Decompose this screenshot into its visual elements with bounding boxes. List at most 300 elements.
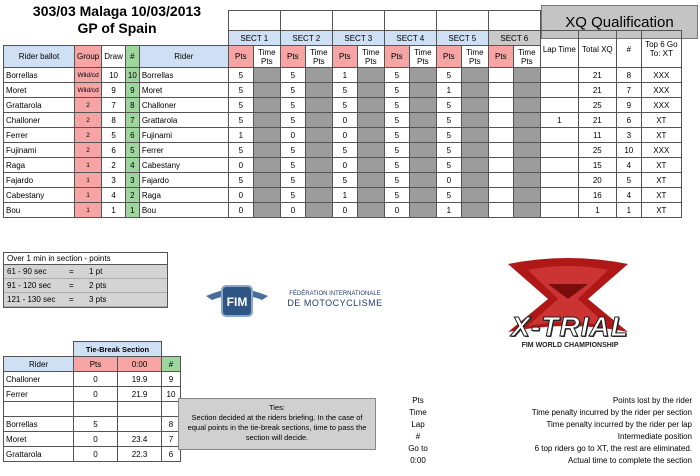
section-pts-cell: 5 xyxy=(280,173,305,188)
section-pts-cell: 5 xyxy=(384,113,409,128)
section-time-cell xyxy=(513,158,540,173)
total-xq-cell: 16 xyxy=(578,188,616,203)
section-time-cell xyxy=(409,203,436,218)
section-pts-cell: 0 xyxy=(228,203,253,218)
tiebreak-time-cell xyxy=(118,417,162,432)
section-time-cell xyxy=(513,98,540,113)
group-cell: 2 xyxy=(75,143,102,158)
time-pts-header: Time Pts xyxy=(409,46,436,68)
tiebreak-row xyxy=(4,402,181,417)
draw-cell: 9 xyxy=(102,83,126,98)
section-pts-cell: 5 xyxy=(384,188,409,203)
position-cell: 6 xyxy=(616,113,641,128)
rider-row xyxy=(4,188,682,203)
rider-cell: Fajardo xyxy=(139,173,228,188)
section-time-cell xyxy=(253,128,280,143)
section-time-cell xyxy=(513,83,540,98)
section-time-cell xyxy=(357,68,384,83)
group-cell: 2 xyxy=(75,98,102,113)
section-pts-cell: 5 xyxy=(384,68,409,83)
group-cell: 2 xyxy=(75,113,102,128)
section-time-cell xyxy=(357,83,384,98)
section-pts-cell: 5 xyxy=(280,113,305,128)
rider-ballot-cell: Cabestany xyxy=(4,188,75,203)
draw-header: Draw xyxy=(102,46,126,68)
section-pts-cell: 5 xyxy=(436,188,461,203)
legend-row xyxy=(392,443,694,455)
legend-key: Lap xyxy=(411,420,425,429)
section-pts-cell: 5 xyxy=(384,173,409,188)
penalty-equals: = xyxy=(69,267,74,276)
legend-desc: Time penalty incurred by the rider per lap xyxy=(546,420,692,429)
section-pts-cell xyxy=(488,173,513,188)
section-pts-cell: 5 xyxy=(228,68,253,83)
draw-cell: 7 xyxy=(102,98,126,113)
section-pts-cell: 5 xyxy=(436,113,461,128)
pts-header: Pts xyxy=(332,46,357,68)
section-pts-cell xyxy=(488,128,513,143)
penalty-points: 2 pts xyxy=(89,281,107,290)
total-xq-cell: 1 xyxy=(578,203,616,218)
rider-cell: Borrellas xyxy=(139,68,228,83)
go-to-cell: XXX xyxy=(641,98,681,113)
section-time-cell xyxy=(409,83,436,98)
section-pts-cell: 0 xyxy=(332,128,357,143)
section-time-cell xyxy=(253,68,280,83)
total-xq-header: Total XQ xyxy=(578,31,616,68)
section-pts-cell: 0 xyxy=(332,113,357,128)
section-time-cell xyxy=(409,188,436,203)
rider-ballot-cell: Raga xyxy=(4,158,75,173)
section-pts-cell xyxy=(488,68,513,83)
section-time-cell xyxy=(409,68,436,83)
penalty-range: 61 - 90 sec xyxy=(7,267,47,276)
section-time-cell xyxy=(513,188,540,203)
tiebreak-time-cell: 21.9 xyxy=(118,387,162,402)
section-time-cell xyxy=(357,188,384,203)
section-time-cell xyxy=(253,98,280,113)
group-cell: 1 xyxy=(75,203,102,218)
rider-row xyxy=(4,143,682,158)
tiebreak-title: Tie-Break Section xyxy=(74,342,162,357)
section-time-cell xyxy=(305,83,332,98)
section-pts-cell: 1 xyxy=(228,128,253,143)
time-pts-header: Time Pts xyxy=(357,46,384,68)
fim-logo-icon xyxy=(204,278,270,322)
rider-ballot-cell: Moret xyxy=(4,83,75,98)
rider-ballot-cell: Challoner xyxy=(4,113,75,128)
draw-cell: 2 xyxy=(102,158,126,173)
event-line-1: 303/03 Malaga 10/03/2013 xyxy=(32,3,202,19)
lap-time-cell: 1 xyxy=(540,113,578,128)
number-cell: 2 xyxy=(125,188,139,203)
number-header: # xyxy=(125,46,139,68)
section-time-cell xyxy=(357,143,384,158)
time-pts-header: Time Pts xyxy=(461,46,488,68)
pts-header: Pts xyxy=(384,46,409,68)
tiebreak-row xyxy=(4,417,181,432)
time-pts-header: Time Pts xyxy=(513,46,540,68)
position-cell: 1 xyxy=(616,203,641,218)
section-pts-cell: 5 xyxy=(280,83,305,98)
top6-header: Top 6 Go To: XT xyxy=(641,31,681,68)
section-time-cell xyxy=(305,113,332,128)
penalty-equals: = xyxy=(69,295,74,304)
go-to-cell: XT xyxy=(641,203,681,218)
position-header: # xyxy=(616,31,641,68)
section-pts-cell: 5 xyxy=(384,158,409,173)
section-time-cell xyxy=(513,203,540,218)
total-xq-cell: 25 xyxy=(578,143,616,158)
section-4-header: SECT 4 xyxy=(384,31,436,46)
position-cell: 4 xyxy=(616,188,641,203)
number-cell: 4 xyxy=(125,158,139,173)
section-time-cell xyxy=(409,158,436,173)
xtrial-title: X-TRIAL xyxy=(511,311,629,342)
rider-row xyxy=(4,128,682,143)
section-time-cell xyxy=(357,203,384,218)
section-pts-cell: 5 xyxy=(280,143,305,158)
tiebreak-num-cell: 9 xyxy=(162,372,181,387)
lap-time-cell xyxy=(540,83,578,98)
section-pts-cell: 5 xyxy=(384,83,409,98)
section-pts-cell: 5 xyxy=(228,98,253,113)
position-cell: 8 xyxy=(616,68,641,83)
tiebreak-rider-cell: Borrellas xyxy=(4,417,74,432)
ties-title: Ties: xyxy=(269,403,285,412)
section-time-cell xyxy=(305,203,332,218)
penalty-points: 1 pt xyxy=(89,267,103,276)
time-pts-header: Time Pts xyxy=(305,46,332,68)
section-pts-cell: 1 xyxy=(436,83,461,98)
total-xq-cell: 25 xyxy=(578,98,616,113)
lap-time-cell xyxy=(540,68,578,83)
go-to-cell: XT xyxy=(641,128,681,143)
section-pts-cell: 5 xyxy=(436,68,461,83)
total-xq-cell: 11 xyxy=(578,128,616,143)
rider-cell: Fujinami xyxy=(139,128,228,143)
section-pts-cell: 1 xyxy=(436,203,461,218)
rider-row xyxy=(4,173,682,188)
section-pts-cell xyxy=(488,143,513,158)
lap-time-cell xyxy=(540,203,578,218)
position-cell: 7 xyxy=(616,83,641,98)
legend-key: # xyxy=(415,432,421,441)
section-time-cell xyxy=(461,113,488,128)
section-time-cell xyxy=(305,128,332,143)
group-header: Group xyxy=(75,46,102,68)
tiebreak-row xyxy=(4,447,181,462)
rider-row xyxy=(4,158,682,173)
section-pts-cell: 5 xyxy=(332,173,357,188)
section-pts-cell: 0 xyxy=(228,158,253,173)
tiebreak-rider-cell: Ferrer xyxy=(4,387,74,402)
section-pts-cell: 0 xyxy=(280,128,305,143)
penalty-range: 121 - 130 sec xyxy=(7,295,56,304)
penalty-range: 91 - 120 sec xyxy=(7,281,52,290)
section-time-cell xyxy=(357,173,384,188)
section-time-cell xyxy=(513,68,540,83)
go-to-cell: XXX xyxy=(641,83,681,98)
rider-ballot-cell: Bou xyxy=(4,203,75,218)
section-time-cell xyxy=(253,158,280,173)
tiebreak-num-header: # xyxy=(162,357,181,372)
section-pts-cell: 5 xyxy=(384,143,409,158)
draw-cell: 5 xyxy=(102,128,126,143)
go-to-cell: XT xyxy=(641,188,681,203)
ties-box xyxy=(178,398,376,450)
section-time-cell xyxy=(305,68,332,83)
section-time-cell xyxy=(461,83,488,98)
section-pts-cell: 5 xyxy=(436,98,461,113)
section-pts-cell: 5 xyxy=(384,98,409,113)
section-pts-cell: 0 xyxy=(332,203,357,218)
section-pts-cell: 5 xyxy=(228,173,253,188)
tiebreak-time-cell: 19.9 xyxy=(118,372,162,387)
lap-time-cell xyxy=(540,143,578,158)
number-cell: 3 xyxy=(125,173,139,188)
section-time-cell xyxy=(409,173,436,188)
section-time-cell xyxy=(253,203,280,218)
section-pts-cell: 5 xyxy=(228,83,253,98)
go-to-cell: XXX xyxy=(641,68,681,83)
group-cell: 2 xyxy=(75,128,102,143)
rider-cell: Cabestany xyxy=(139,158,228,173)
xtrial-subtitle: FIM WORLD CHAMPIONSHIP xyxy=(521,342,619,349)
section-pts-cell: 5 xyxy=(332,83,357,98)
section-pts-cell: 1 xyxy=(332,188,357,203)
number-cell: 8 xyxy=(125,98,139,113)
rider-ballot-header: Rider ballot xyxy=(4,46,75,68)
rider-row xyxy=(4,203,682,218)
rider-cell: Moret xyxy=(139,83,228,98)
number-cell: 5 xyxy=(125,143,139,158)
rider-header: Rider xyxy=(139,46,228,68)
rider-row xyxy=(4,83,682,98)
pts-header: Pts xyxy=(228,46,253,68)
legend-row xyxy=(392,419,694,431)
number-cell: 1 xyxy=(125,203,139,218)
section-pts-cell: 0 xyxy=(332,158,357,173)
tiebreak-row xyxy=(4,432,181,447)
fim-line-1: FÉDÉRATION INTERNATIONALE xyxy=(289,291,381,297)
section-time-cell xyxy=(461,143,488,158)
section-pts-cell: 1 xyxy=(332,68,357,83)
section-pts-cell: 5 xyxy=(384,128,409,143)
tiebreak-num-cell: 10 xyxy=(162,387,181,402)
draw-cell: 4 xyxy=(102,188,126,203)
penalty-equals: = xyxy=(69,281,74,290)
section-2-header: SECT 2 xyxy=(280,31,332,46)
section-pts-cell xyxy=(488,113,513,128)
total-xq-cell: 21 xyxy=(578,68,616,83)
group-cell: 1 xyxy=(75,188,102,203)
section-time-cell xyxy=(513,173,540,188)
section-pts-cell: 5 xyxy=(228,113,253,128)
section-pts-cell: 5 xyxy=(436,158,461,173)
section-time-cell xyxy=(513,143,540,158)
section-pts-cell: 0 xyxy=(280,203,305,218)
position-cell: 4 xyxy=(616,158,641,173)
rider-cell: Grattarola xyxy=(139,113,228,128)
section-pts-cell xyxy=(488,158,513,173)
position-cell: 5 xyxy=(616,173,641,188)
pts-header: Pts xyxy=(488,46,513,68)
section-time-cell xyxy=(305,158,332,173)
legend-desc: Points lost by the rider xyxy=(612,396,692,405)
section-pts-cell xyxy=(488,98,513,113)
section-time-cell xyxy=(461,173,488,188)
section-time-cell xyxy=(305,188,332,203)
section-time-cell xyxy=(357,113,384,128)
lap-time-cell xyxy=(540,128,578,143)
section-time-cell xyxy=(357,158,384,173)
legend-desc: 6 top riders go to XT, the rest are eliminated. xyxy=(534,444,692,453)
section-time-cell xyxy=(253,113,280,128)
section-time-cell xyxy=(409,143,436,158)
legend-key: 0:00 xyxy=(410,456,426,465)
pts-header: Pts xyxy=(280,46,305,68)
section-pts-cell xyxy=(488,83,513,98)
rider-row xyxy=(4,68,682,83)
legend-key: Time xyxy=(409,408,427,417)
number-cell: 7 xyxy=(125,113,139,128)
tiebreak-row xyxy=(4,387,181,402)
section-pts-cell: 0 xyxy=(436,173,461,188)
section-time-cell xyxy=(253,173,280,188)
tiebreak-time-cell: 23.4 xyxy=(118,432,162,447)
section-pts-cell xyxy=(488,188,513,203)
section-3-header: SECT 3 xyxy=(332,31,384,46)
tiebreak-time-cell: 22.3 xyxy=(118,447,162,462)
draw-cell: 8 xyxy=(102,113,126,128)
legend-desc: Time penalty incurred by the rider per section xyxy=(531,408,692,417)
section-1-header: SECT 1 xyxy=(228,31,280,46)
tiebreak-pts-cell: 5 xyxy=(74,417,118,432)
section-pts-cell: 5 xyxy=(228,143,253,158)
rider-ballot-cell: Ferrer xyxy=(4,128,75,143)
section-pts-cell: 5 xyxy=(280,68,305,83)
rider-ballot-cell: Fujinami xyxy=(4,143,75,158)
fim-logo-text: FIM xyxy=(226,295,248,309)
section-time-cell xyxy=(461,203,488,218)
tiebreak-pts-cell xyxy=(74,402,118,417)
position-cell: 3 xyxy=(616,128,641,143)
section-time-cell xyxy=(357,98,384,113)
lap-time-cell xyxy=(540,98,578,113)
section-time-cell xyxy=(513,113,540,128)
tiebreak-num-cell: 6 xyxy=(162,447,181,462)
tiebreak-rider-header: Rider xyxy=(4,357,74,372)
draw-cell: 10 xyxy=(102,68,126,83)
section-time-cell xyxy=(409,128,436,143)
lap-time-cell xyxy=(540,188,578,203)
section-pts-cell: 5 xyxy=(332,98,357,113)
rider-cell: Raga xyxy=(139,188,228,203)
tiebreak-time-cell xyxy=(118,402,162,417)
section-time-cell xyxy=(461,98,488,113)
section-pts-cell: 0 xyxy=(228,188,253,203)
section-5-header: SECT 5 xyxy=(436,31,488,46)
penalty-row xyxy=(4,265,167,279)
total-xq-cell: 20 xyxy=(578,173,616,188)
section-time-cell xyxy=(305,143,332,158)
draw-cell: 1 xyxy=(102,203,126,218)
lap-time-cell xyxy=(540,173,578,188)
number-cell: 10 xyxy=(125,68,139,83)
section-time-cell xyxy=(357,128,384,143)
tiebreak-num-cell: 7 xyxy=(162,432,181,447)
tiebreak-pts-header: Pts xyxy=(74,357,118,372)
section-pts-cell xyxy=(488,203,513,218)
tiebreak-num-cell: 8 xyxy=(162,417,181,432)
group-cell: Wild/cd xyxy=(75,83,102,98)
draw-cell: 6 xyxy=(102,143,126,158)
position-cell: 9 xyxy=(616,98,641,113)
rider-row xyxy=(4,113,682,128)
section-pts-cell: 5 xyxy=(280,158,305,173)
tiebreak-pts-cell: 0 xyxy=(74,447,118,462)
penalty-box xyxy=(3,252,168,308)
section-time-cell xyxy=(409,113,436,128)
penalty-row xyxy=(4,293,167,307)
section-pts-cell: 5 xyxy=(280,188,305,203)
section-time-cell xyxy=(409,98,436,113)
section-pts-cell: 5 xyxy=(436,128,461,143)
legend-row xyxy=(392,455,694,467)
xq-qualification-title: XQ Qualification xyxy=(541,5,698,39)
tiebreak-rider-cell xyxy=(4,402,74,417)
lap-time-header: Lap Time xyxy=(540,31,578,68)
penalty-title: Over 1 min in section - points xyxy=(4,253,167,265)
section-6-header: SECT 6 xyxy=(488,31,540,46)
go-to-cell: XXX xyxy=(641,143,681,158)
section-time-cell xyxy=(305,173,332,188)
rider-cell: Challoner xyxy=(139,98,228,113)
section-pts-cell: 0 xyxy=(384,203,409,218)
section-pts-cell: 5 xyxy=(280,98,305,113)
section-time-cell xyxy=(461,158,488,173)
tiebreak-rider-cell: Challoner xyxy=(4,372,74,387)
go-to-cell: XT xyxy=(641,113,681,128)
penalty-row xyxy=(4,279,167,293)
legend-row xyxy=(392,431,694,443)
tiebreak-pts-cell: 0 xyxy=(74,387,118,402)
section-pts-cell: 5 xyxy=(332,143,357,158)
section-pts-cell: 5 xyxy=(436,143,461,158)
number-cell: 9 xyxy=(125,83,139,98)
tiebreak-table xyxy=(3,341,181,462)
section-time-cell xyxy=(461,188,488,203)
time-pts-header: Time Pts xyxy=(253,46,280,68)
rider-row xyxy=(4,98,682,113)
number-cell: 6 xyxy=(125,128,139,143)
section-time-cell xyxy=(253,83,280,98)
go-to-cell: XT xyxy=(641,173,681,188)
section-time-cell xyxy=(253,188,280,203)
tiebreak-rider-cell: Moret xyxy=(4,432,74,447)
event-line-2: GP of Spain xyxy=(77,20,157,36)
legend-desc: Intermediate position xyxy=(617,432,692,441)
rider-ballot-cell: Fajardo xyxy=(4,173,75,188)
section-time-cell xyxy=(461,128,488,143)
tiebreak-pts-cell: 0 xyxy=(74,432,118,447)
fim-line-2: DE MOTOCYCLISME xyxy=(287,298,383,308)
group-cell: 1 xyxy=(75,173,102,188)
fim-name xyxy=(280,290,390,308)
tiebreak-pts-cell: 0 xyxy=(74,372,118,387)
total-xq-cell: 21 xyxy=(578,83,616,98)
